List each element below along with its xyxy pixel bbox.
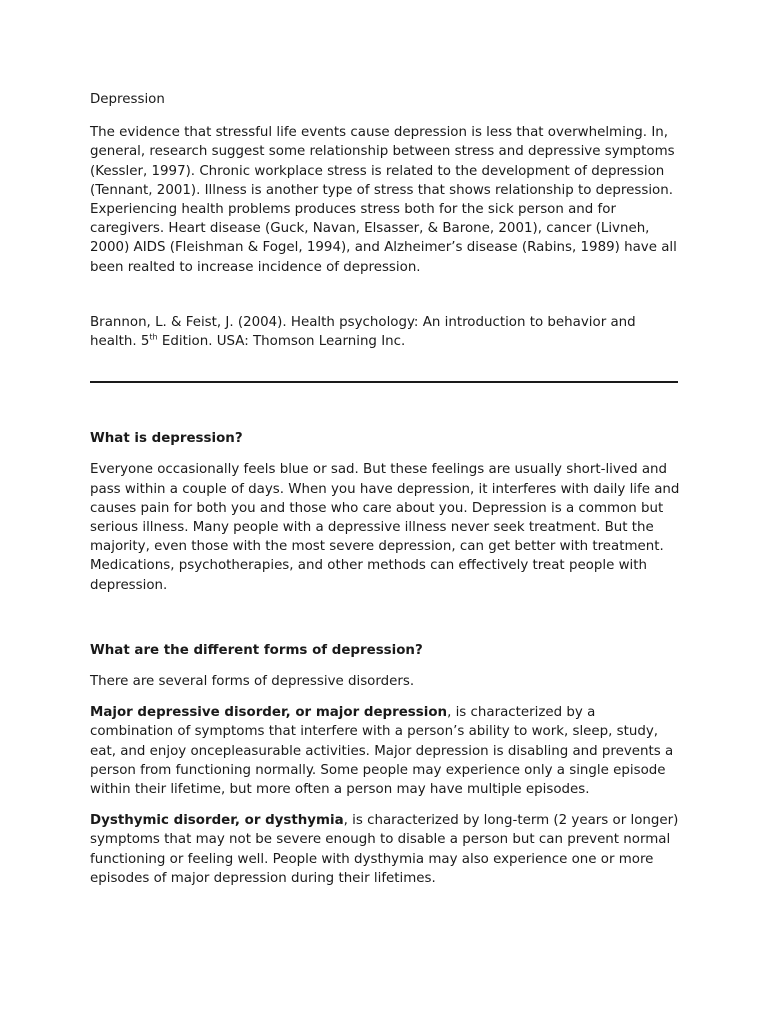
form-term: Major depressive disorder, or major depression	[90, 705, 448, 721]
intro-paragraph: The evidence that stressful life events cause depression is less that overwhelming. In, general, research suggest some relationship between stress and depressive symptoms (Kessler, 1997). Chronic workplace stress is related to the development of depression (Tennant, 2001). Illness is another type of stress that shows relationship to depression. Experiencing health problems produces stress both for the sick person and for caregivers. Heart disease (Guck, Navan, Elsasser, & Barone, 2001), cancer (Livneh, 2000) AIDS (Fleishman & Fogel, 1994), and Alzheimer’s disease (Rabins, 1989) have all been realted to increase incidence of depression.	[90, 125, 677, 275]
form-term: Dysthymic disorder, or dysthymia	[90, 813, 344, 829]
document-page	[90, 90, 680, 900]
section-body-what-is-depression: Everyone occasionally feels blue or sad. But these feelings are usually short-lived and pass within a couple of days. When you have depression, it interferes with daily life and causes pain for both you and those who care about you. Depression is a common but serious illness. Many people with a depressive illness never seek treatment. But the majority, even those with the most severe depression, can get better with treatment. Medications, psychotherapies, and other methods can effectively treat people with depression.	[90, 462, 680, 593]
forms-intro: There are several forms of depressive disorders.	[90, 674, 415, 690]
citation-text: Brannon, L. & Feist, J. (2004). Health psychology: An introduction to behavior and health. 5	[90, 314, 636, 350]
document-title: Depression	[90, 92, 165, 107]
form-dysthymia	[90, 811, 680, 888]
citation	[90, 313, 680, 351]
form-description: , is characterized by long-term (2 years or longer) symptoms that may not be severe enough to disable a person but can prevent normal functioning or feeling well. People with dysthymia may also experience one or more episodes of major depression during their lifetimes.	[90, 813, 679, 886]
form-major-depression	[90, 703, 680, 799]
section-heading-what-is-depression: What is depression?	[90, 431, 243, 447]
form-description: , is characterized by a combination of symptoms that interfere with a person’s ability to work, sleep, study, eat, and enjoy oncepleasurable activities. Major depression is disabling and prevents a person from functioning normally. Some people may experience only a single episode within their lifetime, but more often a person may have multiple episodes.	[90, 705, 674, 798]
citation-text-end: Edition. USA: Thomson Learning Inc.	[157, 334, 406, 350]
section-heading-forms-of-depression: What are the different forms of depression?	[90, 642, 423, 658]
citation-superscript: th	[149, 332, 158, 342]
horizontal-divider	[90, 381, 678, 383]
